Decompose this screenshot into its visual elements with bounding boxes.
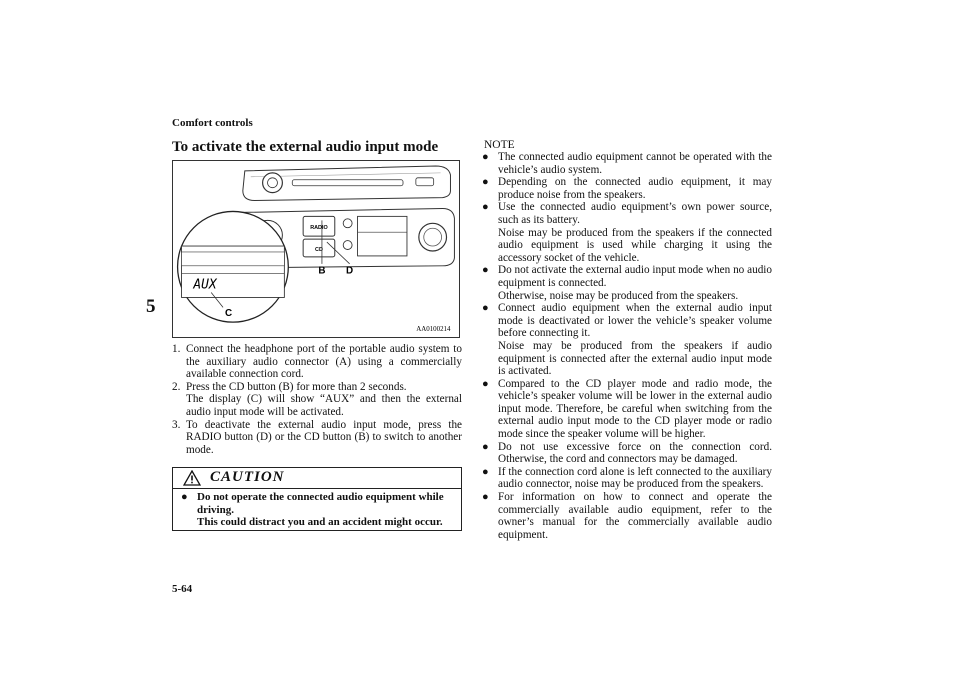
audio-unit-figure	[172, 160, 460, 338]
step-item	[172, 419, 462, 457]
figure-code: AA0100214	[416, 326, 451, 334]
caution-box	[172, 467, 462, 531]
note-list	[482, 151, 772, 541]
note-text: For information on how to connect and operate the commercially available audio equipment, refer to the owner’s manual for the commercially available audio equipment.	[498, 491, 772, 541]
step-number: 2.	[172, 380, 181, 393]
step-text: To deactivate the external audio input mode, press the RADIO button (D) or the CD button (B) to switch to another mode.	[186, 418, 462, 456]
note-text: If the connection cord alone is left connected to the auxiliary audio connector, noise may be produced from the speakers.	[498, 465, 772, 491]
section-title: To activate the external audio input mode	[172, 139, 439, 155]
note-text: The connected audio equipment cannot be operated with the vehicle’s audio system.	[498, 151, 772, 176]
bullet-icon: ●	[482, 491, 489, 504]
chapter-number: 5	[146, 296, 156, 317]
bullet-icon: ●	[482, 201, 489, 214]
bullet-icon: ●	[482, 176, 489, 189]
note-text-continued: Noise may be produced from the speakers if the connected audio equipment is used while charging it using the accessory socket of the vehicle.	[498, 226, 772, 264]
audio-unit-illustration	[173, 161, 459, 337]
note-text: Connect audio equipment when the external audio input mode is deactivated or lower the vehicle’s speaker volume before connecting it.	[498, 302, 772, 340]
note-item	[482, 151, 772, 176]
cd-button-label: CD	[315, 246, 323, 253]
note-text: Do not use excessive force on the connection cord. Otherwise, the cord and connectors may be damaged.	[498, 440, 772, 466]
bullet-icon: ●	[482, 440, 489, 453]
caution-line-2: This could distract you and an accident might occur.	[197, 516, 443, 528]
step-item	[172, 381, 462, 419]
step-item	[172, 343, 462, 381]
bullet-icon: ●	[482, 465, 489, 478]
step-text: Press the CD button (B) for more than 2 seconds.	[186, 380, 407, 393]
step-text-continued: The display (C) will show “AUX” and then the external audio input mode will be activated.	[186, 393, 462, 418]
step-number: 1.	[172, 343, 181, 355]
note-item	[482, 264, 772, 302]
note-text: Do not activate the external audio input mode when no audio equipment is connected.	[498, 264, 772, 289]
bullet-icon: ●	[482, 377, 489, 390]
instruction-steps	[172, 343, 462, 456]
step-number: 3.	[172, 418, 181, 431]
note-item	[482, 176, 772, 201]
bullet-icon: ●	[482, 264, 489, 277]
note-text-continued: Noise may be produced from the speakers if audio equipment is connected after the external audio input mode is activated.	[498, 339, 772, 378]
bullet-icon: ●	[482, 151, 489, 163]
caution-body	[173, 489, 461, 529]
note-item	[482, 302, 772, 378]
caution-title: CAUTION	[210, 469, 285, 485]
callout-c: C	[225, 308, 233, 320]
callout-d: D	[346, 265, 354, 277]
bullet-icon: ●	[181, 491, 188, 503]
note-item	[482, 491, 772, 541]
cd-slot	[292, 180, 403, 186]
note-item	[482, 378, 772, 441]
page-number: 5-64	[172, 583, 193, 595]
note-text: Use the connected audio equipment’s own power source, such as its battery.	[498, 201, 772, 226]
bullet-icon: ●	[482, 302, 489, 315]
display-aux-text: AUX	[193, 277, 217, 293]
radio-button-label: RADIO	[310, 225, 328, 232]
note-text-continued: Otherwise, noise may be produced from the speakers.	[498, 289, 739, 302]
note-item	[482, 466, 772, 491]
caution-header	[173, 468, 461, 489]
warning-triangle-icon	[183, 470, 201, 486]
note-item	[482, 201, 772, 264]
note-label: NOTE	[484, 139, 515, 151]
note-item	[482, 441, 772, 466]
note-text: Compared to the CD player mode and radio mode, the vehicle’s speaker volume will be lower in the external audio input mode. Therefore, be careful when switching from the external audio input mode to the CD player mode or radio mode since the speaker volume will be higher.	[498, 377, 772, 441]
step-text: Connect the headphone port of the portable audio system to the auxiliary audio connector (A) using a commercially available connection cord.	[186, 343, 462, 381]
section-header: Comfort controls	[172, 117, 253, 129]
callout-b: B	[318, 265, 326, 277]
caution-line-1: Do not operate the connected audio equipment while driving.	[197, 491, 444, 516]
note-text: Depending on the connected audio equipment, it may produce noise from the speakers.	[498, 176, 772, 201]
